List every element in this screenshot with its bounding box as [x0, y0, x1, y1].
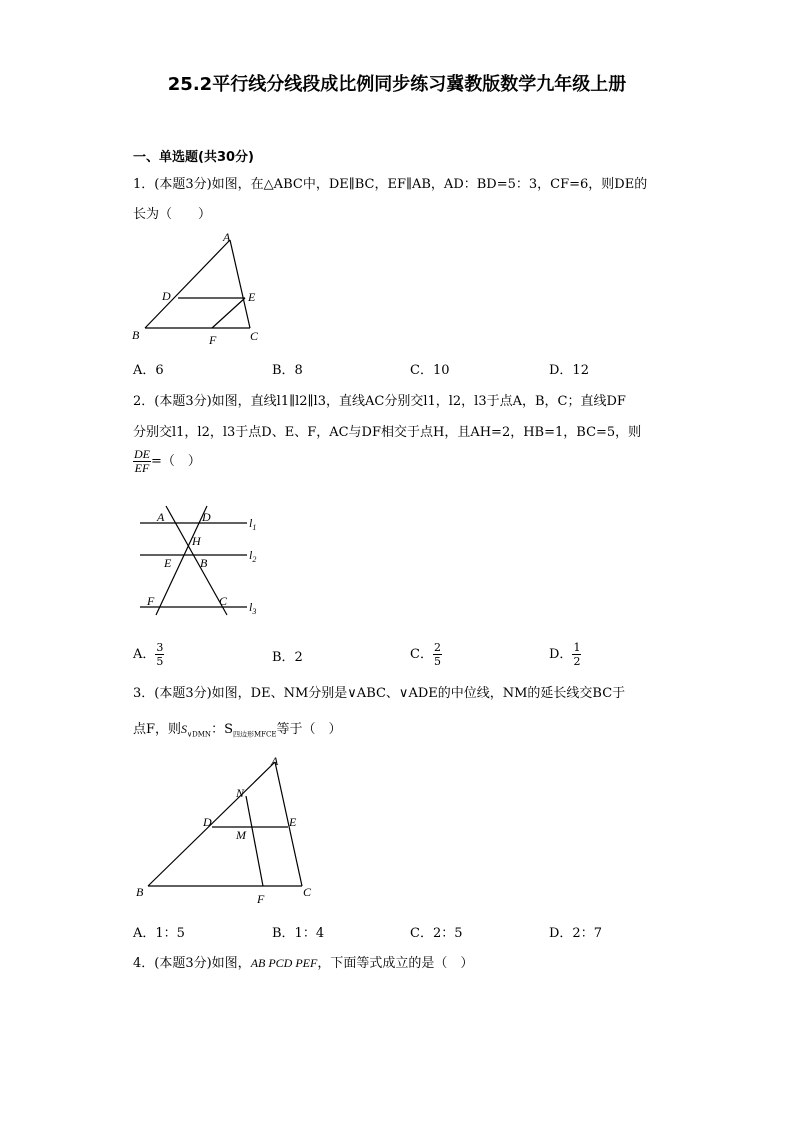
q1-line-ab: [145, 240, 230, 328]
q3-figure: [130, 752, 320, 912]
q2-label-b: B: [200, 556, 208, 570]
section-heading: 一、单选题(共30分): [133, 150, 254, 165]
q1-line-ac: [230, 240, 250, 328]
q2-option-a-label: A．: [133, 647, 156, 662]
q1-option-b[interactable]: B．8: [272, 363, 303, 378]
q2-text-line3: [133, 448, 201, 475]
q3-text-line2: 点F，则$S_{\vee DMN}$：$S_{四边形MFCE}$等于（ ）: [133, 722, 342, 739]
q3-option-c[interactable]: C．2：5: [410, 926, 463, 941]
q4-text-line1: 4．(本题3分)如图，AB PCD PEF，下面等式成立的是（ ）: [133, 956, 474, 971]
q2-label-e: E: [164, 556, 172, 570]
page-title: 25.2平行线分线段成比例同步练习冀教版数学九年级上册: [167, 74, 627, 95]
q2-text-line1: 2．(本题3分)如图，直线l1∥l2∥l3，直线AC分别交l1，l2，l3于点A，B，C；直线DF: [133, 394, 626, 409]
q1-label-c: C: [250, 329, 259, 343]
q2-label-l3: $l_3$: [249, 600, 257, 616]
q2-figure: [135, 490, 265, 620]
q2-option-a-frac: $\frac{3}{5}$: [156, 641, 164, 668]
q3-label-f: F: [257, 892, 265, 906]
q1-line-ef: [212, 298, 245, 328]
q4-expression: AB PCD PEF: [250, 956, 318, 970]
q1-option-c[interactable]: C．10: [410, 363, 450, 378]
q1-label-e: E: [248, 290, 256, 304]
q2-option-a[interactable]: [133, 641, 164, 668]
q3-label-d: D: [203, 815, 212, 829]
q3-option-b[interactable]: B．1：4: [272, 926, 325, 941]
q1-figure: [128, 228, 268, 350]
q3-label-c: C: [303, 885, 312, 899]
q1-label-f: F: [209, 333, 217, 347]
q3-label-m: M: [236, 828, 246, 842]
q3-line-nf: [246, 796, 263, 886]
q2-label-l1: $l_1$: [249, 516, 257, 532]
q3-option-d[interactable]: D．2：7: [549, 926, 602, 941]
q1-option-a[interactable]: A．6: [133, 363, 164, 378]
q2-label-d: D: [202, 510, 211, 524]
q3-label-n: N: [236, 786, 245, 800]
q1-option-d[interactable]: D．12: [549, 363, 589, 378]
q3-option-a[interactable]: A．1：5: [133, 926, 185, 941]
q2-frac-den: EF: [134, 461, 150, 475]
q2-label-a: A: [157, 510, 165, 524]
q2-fraction: [133, 448, 151, 475]
q3-label-e: E: [289, 815, 297, 829]
q2-line-ac: [166, 506, 227, 615]
q2-option-d[interactable]: [549, 641, 581, 668]
q2-option-c-frac: $\frac{2}{5}$: [433, 641, 441, 668]
q2-label-h: H: [192, 534, 201, 548]
q1-label-a: A: [223, 230, 231, 244]
q2-text-line2: 分别交l1，l2，l3于点D、E、F，AC与DF相交于点H，且AH=2，HB=1，BC=5，则: [133, 425, 642, 440]
q2-option-c-label: C．: [410, 647, 433, 662]
q2-label-l2: $l_2$: [249, 548, 257, 564]
q2-option-d-label: D．: [549, 647, 573, 662]
q1-text-line1: 1．(本题3分)如图，在△ABC中，DE∥BC，EF∥AB，AD：BD=5：3，CF=6，则DE的: [133, 177, 648, 192]
q3-area-symbol: S: [181, 722, 188, 736]
q2-option-d-frac: $\frac{1}{2}$: [573, 641, 581, 668]
q2-label-f: F: [147, 594, 155, 608]
q2-text-eq: =（ ）: [151, 454, 201, 469]
q1-text-line2: 长为（ ）: [133, 207, 212, 222]
q2-frac-num: DE: [134, 447, 150, 461]
q3-label-a: A: [271, 754, 279, 768]
q2-option-b-label: B．2: [272, 650, 303, 665]
q2-option-b[interactable]: [272, 646, 303, 665]
q1-label-b: B: [132, 328, 140, 342]
q3-label-b: B: [136, 885, 144, 899]
q3-text-line1: 3．(本题3分)如图，DE、NM分别是∨ABC、∨ADE的中位线，NM的延长线交BC于: [133, 686, 626, 701]
q2-option-c[interactable]: [410, 641, 442, 668]
q2-label-c: C: [219, 594, 228, 608]
q1-label-d: D: [162, 289, 171, 303]
